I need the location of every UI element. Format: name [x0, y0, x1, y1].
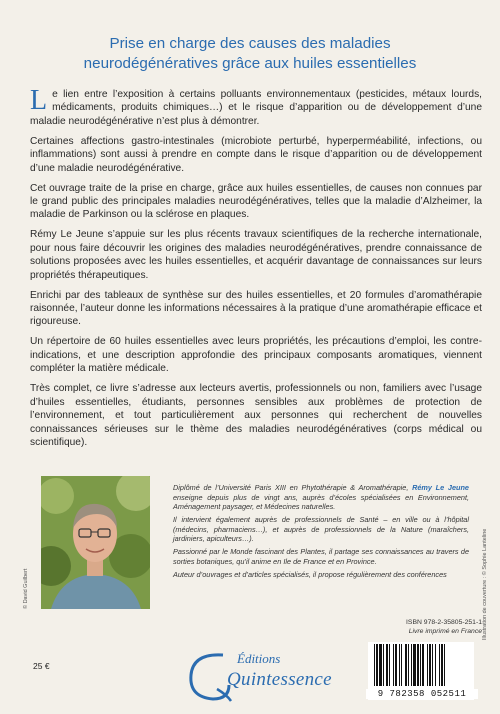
barcode-bar [422, 644, 424, 686]
bio-paragraph-4: Auteur d’ouvrages et d’articles spécialisés, il propose régulièrement des conférences [173, 569, 447, 579]
bio-paragraph-3: Passionné par le Monde fascinant des Plantes, il partage ses connaissances au travers de sorties botaniques, qu’il anime en Ile de France et en Province. [173, 547, 469, 566]
publisher-line-2: Quintessence [227, 669, 332, 690]
title-line-2: neurodégénératives grâce aux huiles essentielles [83, 55, 417, 72]
barcode-bar [411, 644, 412, 686]
paragraph-6: Un répertoire de 60 huiles essentielles avec leurs propriétés, les précautions d’emploi, les contre-indications, et une description approfondie des principaux composants aromatiques, viennent compléter la matière médicale. [30, 336, 482, 375]
paragraph-2: Certaines affections gastro-intestinales (microbiote perturbé, hyperperméabilité, infections, ou inflammations) sont aussi à prendre en compte dans le risque d’apparition ou de développement d’une maladie neurodégénérative. [30, 135, 482, 174]
barcode-bar [389, 644, 390, 686]
blurb [30, 85, 482, 456]
paragraph-7: Très complet, ce livre s’adresse aux lecteurs avertis, professionnels ou non, familiers avec l’usage d’huiles essentielles, étudiants, personnes sensibles aux problèmes de protection de l’environnement, et tout particulièrement aux personnes qui recherchent de nouvelles connaissances sérieuses sur le thème des maladies neurodégénératives (corps médical ou scientifique). [30, 383, 482, 448]
author-photo [41, 476, 150, 609]
drop-cap: L [30, 85, 48, 116]
barcode-bar [417, 644, 419, 686]
bio-paragraph-1 [173, 483, 469, 512]
printed-in: Livre imprimé en France [408, 627, 482, 635]
barcode-bar [393, 644, 394, 686]
barcode-bar [405, 644, 407, 686]
author-name: Rémy Le Jeune [412, 483, 469, 492]
isbn-block [362, 619, 482, 636]
publisher-logo [183, 647, 332, 703]
author-bio [173, 483, 469, 583]
barcode-bar [399, 644, 400, 686]
barcode-bar [386, 644, 388, 686]
bio-text-pre: Diplômé de l’Université Paris XIII en Phytothérapie & Aromathérapie, [173, 483, 413, 492]
barcode-bar [374, 644, 375, 686]
barcode-bars [368, 642, 474, 689]
barcode-bar [444, 644, 445, 686]
paragraph-4: Rémy Le Jeune s’appuie sur les plus récents travaux scientifiques de la recherche internationale, pour nous faire découvrir les origines des maladies neurodégénératives, prendre connaissance de solutions proposées avec les huiles essentielles, et acquérir davantage de connaissances sur leurs propriétés thérapeutiques. [30, 229, 482, 281]
barcode-bar [408, 644, 409, 686]
barcode-bar [429, 644, 431, 686]
barcode-bar [413, 644, 416, 686]
price: 25 € [33, 661, 50, 671]
isbn: ISBN 978-2-35805-251-1 [406, 619, 482, 626]
paragraph-5: Enrichi par des tableaux de synthèse sur des huiles essentielles, et 20 formules d’aromathérapie raisonnée, l’auteur donne les informations nécessaires à la pratique d’une aromathérapie efficace et rigoureuse. [30, 289, 482, 328]
barcode-bar [420, 644, 421, 686]
barcode-bar [395, 644, 397, 686]
paragraph-3: Cet ouvrage traite de la prise en charge, grâce aux huiles essentielles, de causes non connues par le grand public des principales maladies neurodégénératives, telles que la maladie d’Alzheimer, la maladie de Parkinson ou la sclérose en plaques. [30, 182, 482, 221]
book-title [40, 34, 460, 74]
paragraph-1-text: e lien entre l’exposition à certains polluants environnementaux (pesticides, métaux lourds, médicaments, produits chimiques…) et le risque d’apparition ou de développement d’une maladie neurodégénérative n’est plus à démontrer. [30, 89, 482, 127]
barcode-bar [401, 644, 402, 686]
publisher-line-1: Éditions [237, 651, 281, 666]
barcode-bar [379, 644, 382, 686]
barcode-bar [432, 644, 433, 686]
barcode-bar [441, 644, 443, 686]
photo-credit: © David Guilbert [23, 568, 29, 609]
barcode-bar [427, 644, 428, 686]
barcode-bar [435, 644, 436, 686]
barcode-bar [376, 644, 378, 686]
barcode-bar [439, 644, 440, 686]
publisher-swirl-icon [183, 649, 233, 703]
bio-text-post: enseigne depuis plus de vingt ans, auprès d’écoles spécialisées en Environnement, Aménagement paysager, et Médecines naturelles. [173, 492, 469, 512]
title-line-1: Prise en charge des causes des maladies [109, 35, 391, 52]
barcode-number: 9 782358 052511 [366, 689, 478, 699]
paragraph-1 [30, 85, 482, 128]
barcode-bar [383, 644, 384, 686]
cover-illustration-credit: Illustration de couverture : © Sophie Lanteline [482, 528, 488, 640]
bio-paragraph-2: Il intervient également auprès de professionnels de Santé – en ville ou à l’hôpital (médecins, pharmaciens…), et auprès de professionnels de la Nature (maraîchers, jardiniers, apiculteurs…). [173, 515, 469, 544]
